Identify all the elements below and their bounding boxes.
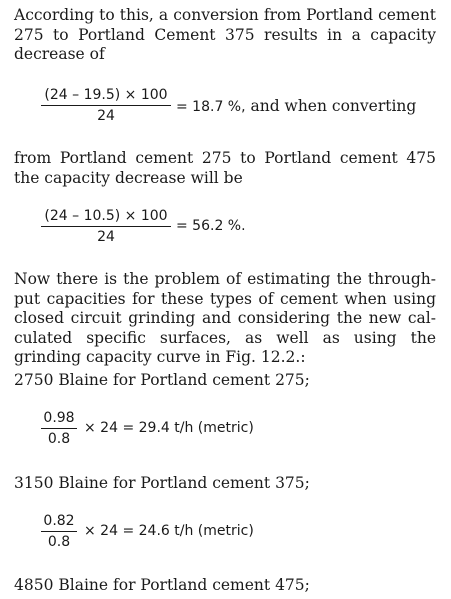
equation-capacity-decrease-375 — [41, 87, 441, 131]
equation-result — [84, 420, 254, 436]
fraction-numerator: (24 – 10.5) × 100 — [44, 208, 168, 224]
fraction — [41, 410, 77, 447]
result-value: = 18.7 %, — [176, 99, 246, 115]
equation-throughput-275 — [41, 410, 341, 454]
fraction-numerator: 0.82 — [43, 513, 75, 529]
fraction — [41, 513, 77, 550]
line-blaine-4850: 4850 Blaine for Portland cement 475; — [14, 576, 310, 594]
paragraph-conversion-375: According to this, a conversion from Portland cement 275 to Portland Cement 375 results in a capacity decrease of — [14, 6, 436, 63]
fraction-denominator: 24 — [97, 108, 115, 124]
fraction-numerator: 0.98 — [43, 410, 75, 426]
fraction — [41, 208, 171, 245]
line-blaine-3150: 3150 Blaine for Portland cement 375; — [14, 474, 310, 492]
fraction-denominator: 0.8 — [47, 431, 71, 447]
result-value: × 24 = 29.4 t/h (metric) — [84, 420, 254, 436]
paragraph-conversion-475: from Portland cement 275 to Portland cement 475 the capacity decrease will be — [14, 149, 436, 187]
equation-capacity-decrease-475 — [41, 208, 341, 252]
equation-result — [176, 218, 246, 234]
line-blaine-2750: 2750 Blaine for Portland cement 275; — [14, 371, 310, 389]
paragraph-throughput-estimation: Now there is the problem of estimating the through-put capacities for these types of cement when using closed circuit grinding and considering the new cal-culated specific surfaces, as well as using the grinding capacity curve in Fig. 12.2.: — [14, 270, 436, 366]
result-value: = 56.2 %. — [176, 218, 246, 234]
fraction — [41, 87, 171, 124]
fraction-numerator: (24 – 19.5) × 100 — [44, 87, 168, 103]
fraction-denominator: 24 — [97, 229, 115, 245]
result-value: × 24 = 24.6 t/h (metric) — [84, 523, 254, 539]
equation-result — [176, 97, 416, 115]
result-trailing-text: and when converting — [245, 97, 417, 115]
equation-throughput-375 — [41, 513, 341, 557]
fraction-denominator: 0.8 — [47, 534, 71, 550]
equation-result — [84, 523, 254, 539]
